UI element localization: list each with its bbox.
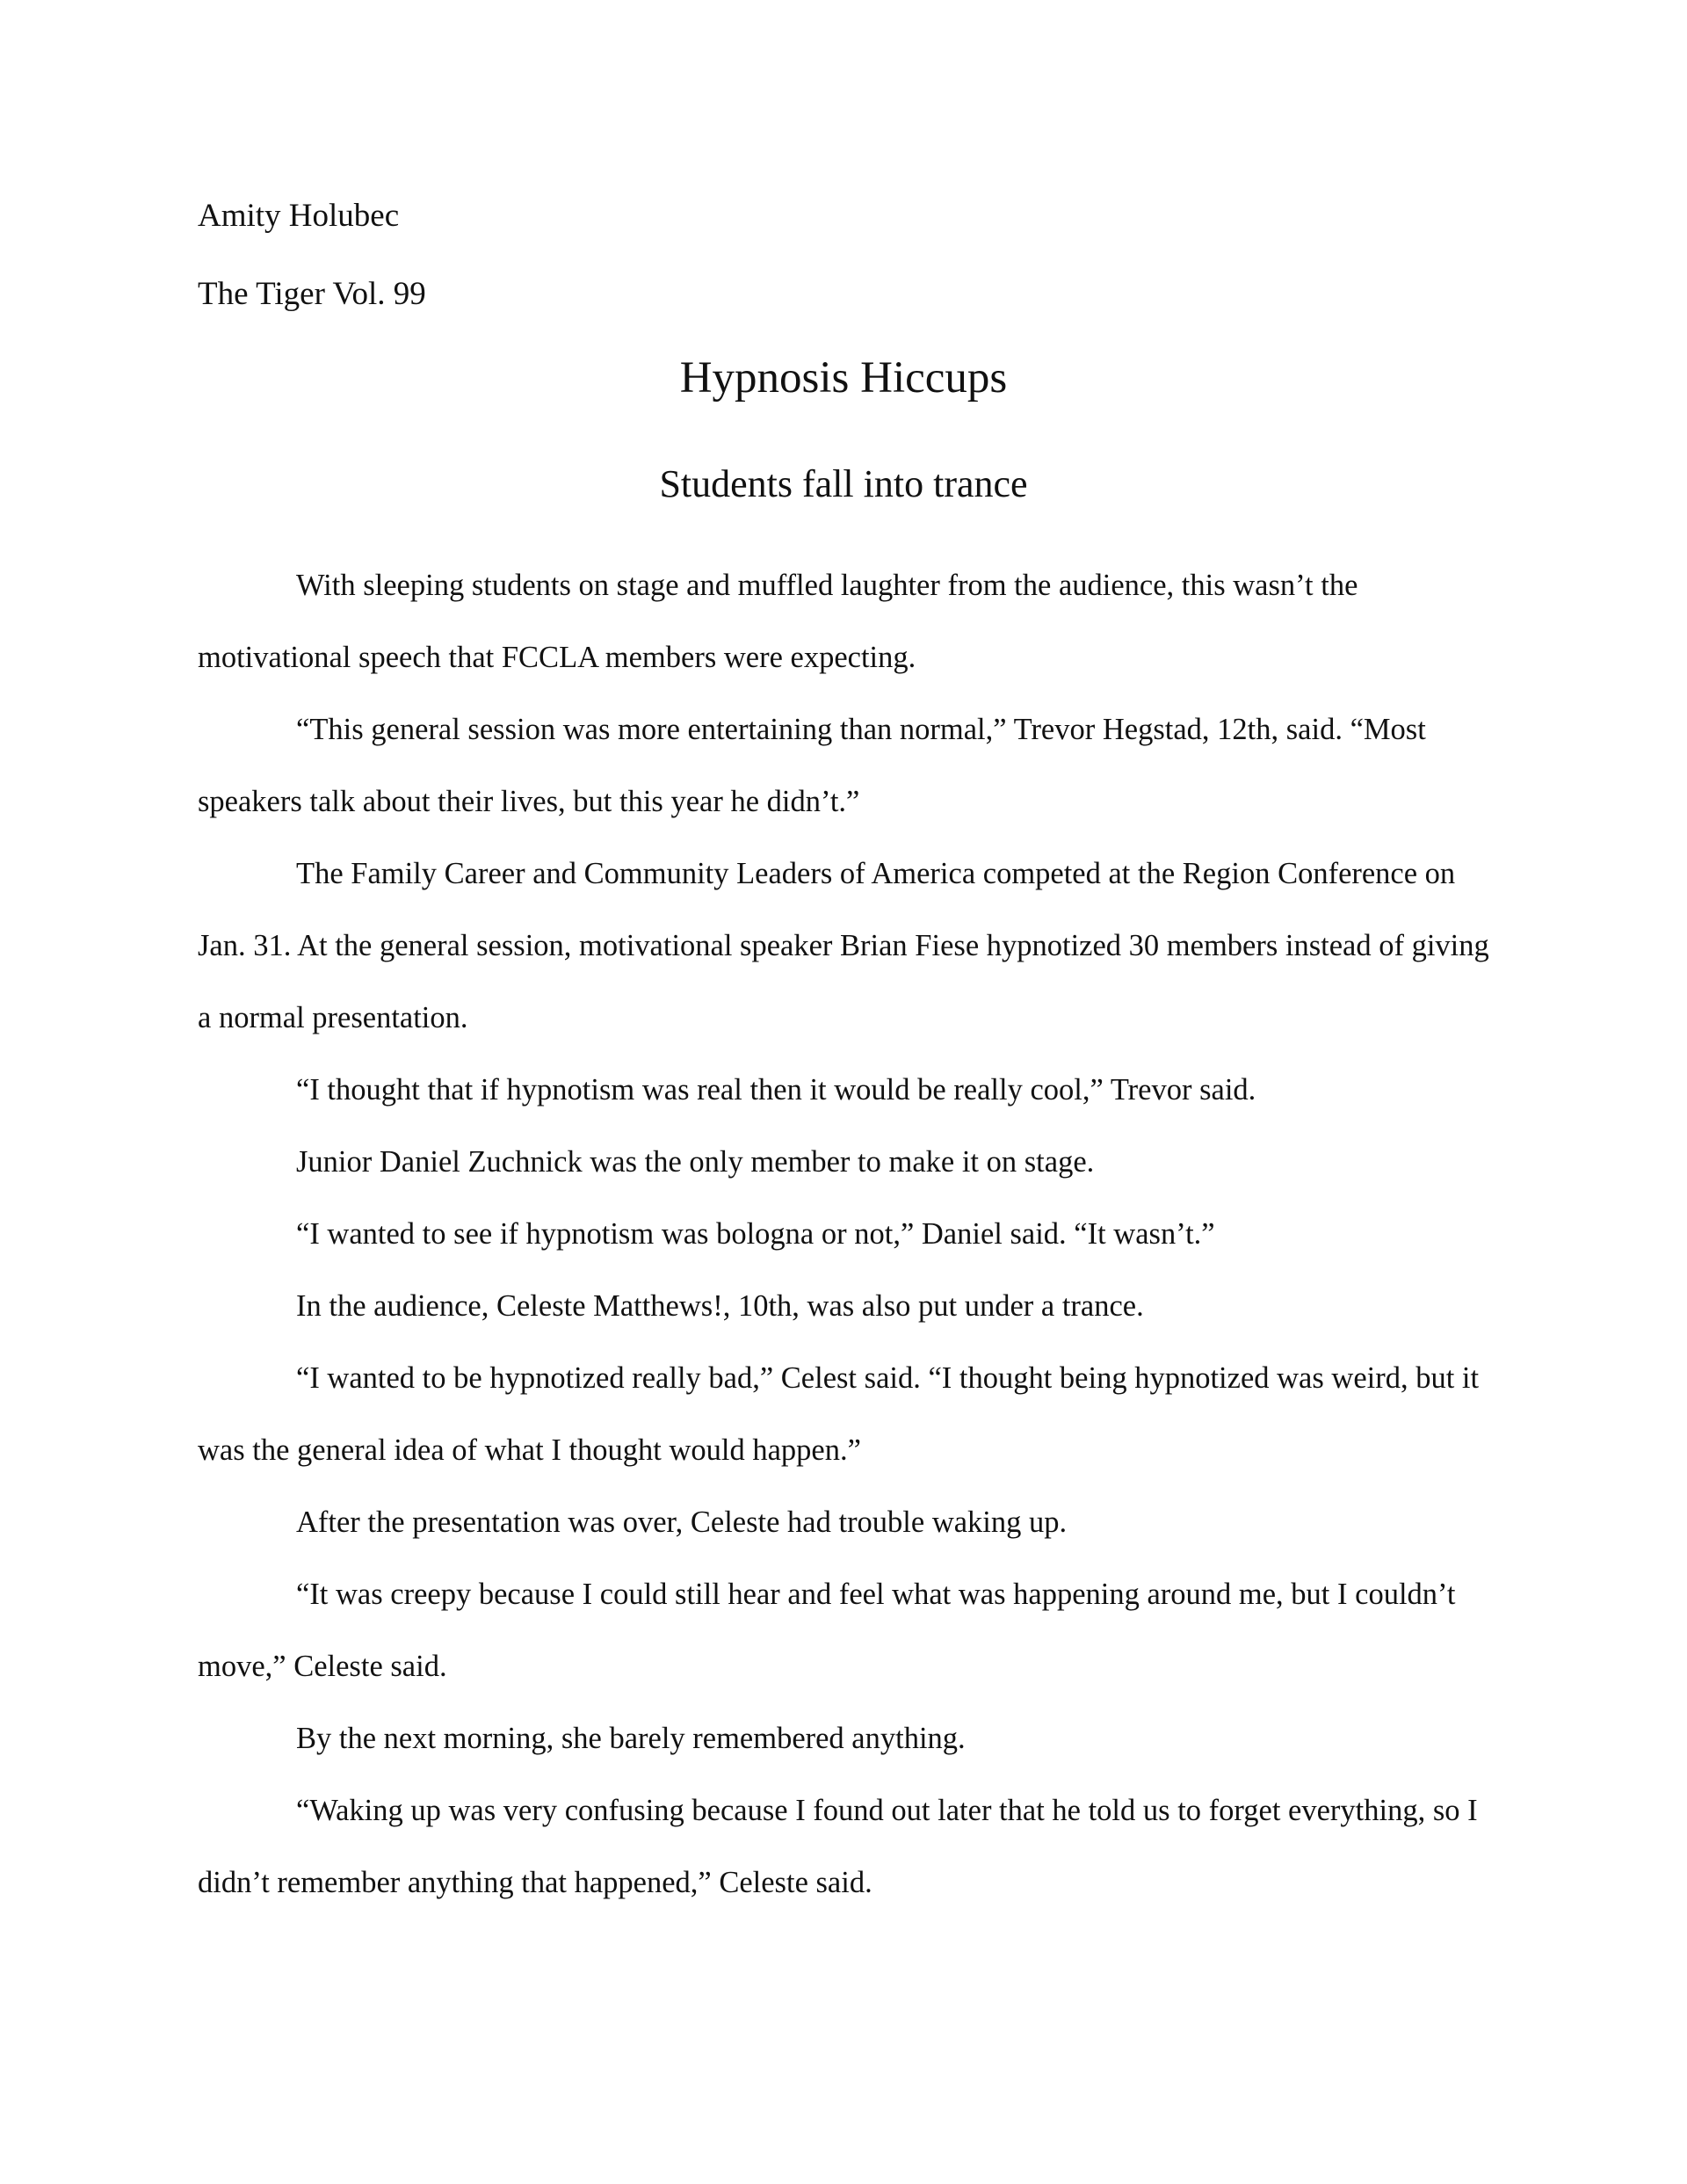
paragraph: After the presentation was over, Celeste had trouble waking up. [296,1506,1068,1539]
paragraph: “I thought that if hypnotism was real then it would be really cool,” Trevor said. [296,1073,1256,1107]
article-title: Hypnosis Hiccups [679,353,1008,403]
paragraph: “This general session was more entertaining than normal,” Trevor Hegstad, 12th, said. “Most speakers talk about their lives, but this year he didn’t.” [198,713,1426,818]
paragraph: The Family Career and Community Leaders of America competed at the Region Conference on Jan. 31. At the general session, motivational speaker Brian Fiese hypnotized 30 members instead of giving a normal presentation. [198,857,1489,1034]
article-body [198,549,1489,1919]
article-subtitle: Students fall into trance [659,462,1028,505]
paragraph: Junior Daniel Zuchnick was the only member to make it on stage. [296,1145,1095,1179]
paragraph: “I wanted to be hypnotized really bad,” Celest said. “I thought being hypnotized was weird, but it was the general idea of what I thought would happen.” [198,1361,1480,1467]
paragraph: “Waking up was very confusing because I found out later that he told us to forget everything, so I didn’t remember anything that happened,” Celeste said. [198,1794,1478,1899]
publication-line: The Tiger Vol. 99 [198,276,426,312]
author-name: Amity Holubec [198,198,400,234]
paragraph: “It was creepy because I could still hear and feel what was happening around me, but I couldn’t move,” Celeste said. [198,1578,1456,1683]
paragraph: By the next morning, she barely remembered anything. [296,1722,966,1755]
paragraph: In the audience, Celeste Matthews!, 10th, was also put under a trance. [296,1289,1144,1323]
paragraph: With sleeping students on stage and muffled laughter from the audience, this wasn’t the motivational speech that FCCLA members were expecting. [198,569,1358,674]
paragraph: “I wanted to see if hypnotism was bologna or not,” Daniel said. “It wasn’t.” [296,1217,1215,1251]
